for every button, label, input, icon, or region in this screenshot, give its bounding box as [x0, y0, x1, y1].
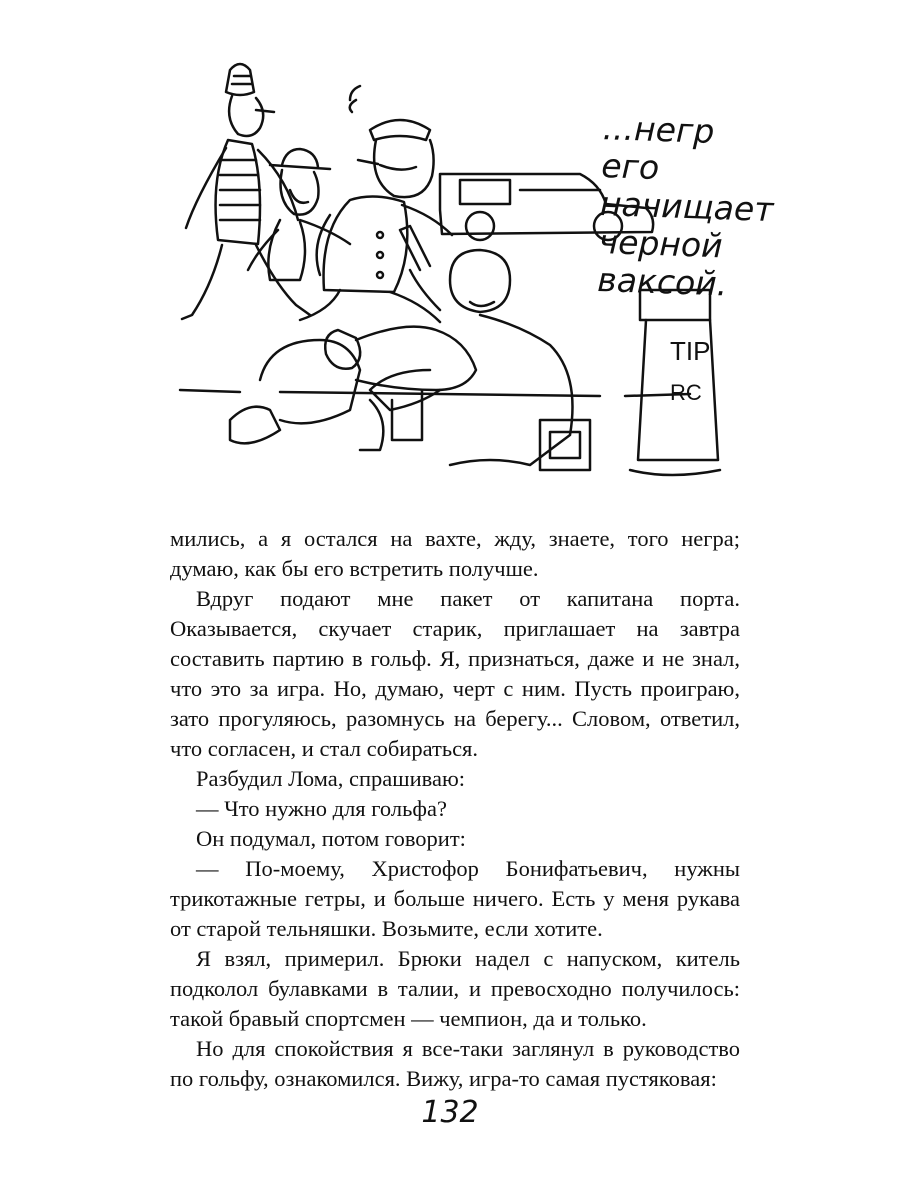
- paragraph: Он подумал, потом говорит:: [196, 826, 466, 851]
- paragraph: Но для спокойствия я все-таки заглянул в руководство по гольфу, ознакомился. Вижу, игра-то самая пустяковая:: [170, 1036, 740, 1091]
- bin-sign-bottom: RC: [670, 380, 702, 405]
- trash-bin-drawing: [630, 290, 720, 475]
- illustration-caption: [597, 109, 774, 305]
- captain-figure: [300, 86, 452, 322]
- caption-line: начищает: [599, 184, 775, 230]
- paragraph: Я взял, примерил. Брюки надел с напуском, китель подколол булавками в талии, и превосходно получилось: такой бравый спортсмен — чемпион, да и только.: [170, 946, 740, 1031]
- paragraph: Разбудил Лома, спрашиваю:: [196, 766, 466, 791]
- caption-line: черной: [598, 222, 724, 266]
- caption-line: ваксой.: [596, 259, 728, 304]
- bin-sign-top: TIP: [670, 336, 711, 366]
- paragraph-continuation: мились, а я остался на вахте, жду, знаете, того негра; думаю, как бы его встретить получше.: [170, 526, 740, 581]
- body-text: [170, 524, 740, 1094]
- caption-line: ...негр: [602, 108, 715, 151]
- kneeling-man-figure: [230, 327, 476, 450]
- caption-line: его: [600, 146, 660, 188]
- shoeshine-man-figure: [370, 226, 590, 470]
- dialogue-line: — Что нужно для гольфа?: [196, 796, 447, 821]
- page-number: 132: [421, 1095, 479, 1130]
- dialogue-line: — По-моему, Христофор Бонифатьевич, нужны трикотажные гетры, и больше ничего. Есть у меня рукава от старой тельняшки. Возьмите, если хотите.: [170, 856, 740, 941]
- paragraph: Вдруг подают мне пакет от капитана порта. Оказывается, скучает старик, приглашает на завтра составить партию в гольф. Я, признаться, даже и не знал, что это за игра. Но, думаю, черт с ним. Пусть проиграю, зато прогуляюсь, разомнусь на берегу... Словом, ответил, что согласен, и стал собираться.: [170, 586, 740, 761]
